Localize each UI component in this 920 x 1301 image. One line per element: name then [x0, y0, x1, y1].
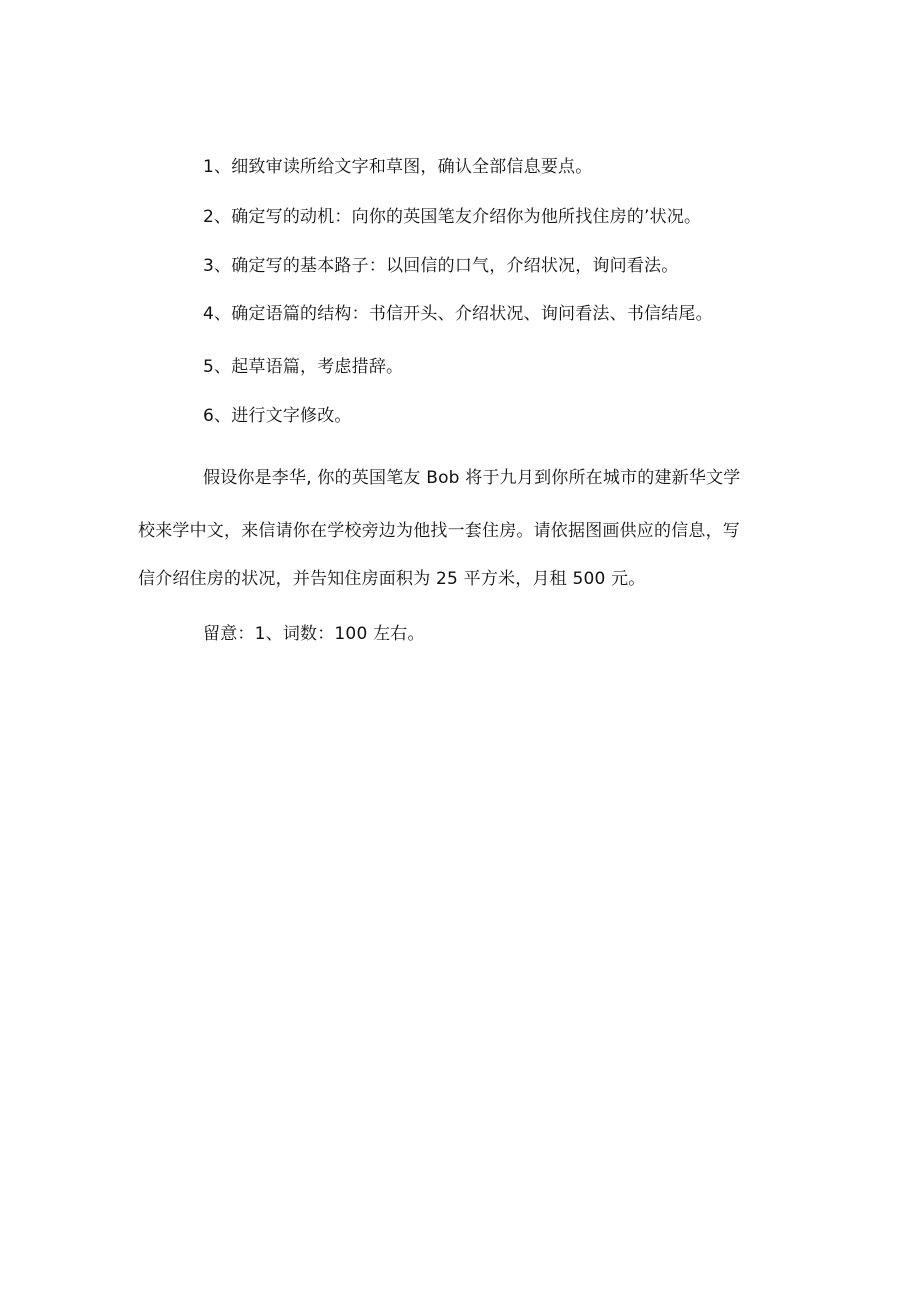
task-paragraph-line-1: 假设你是李华, 你的英国笔友 Bob 将于九月到你所在城市的建新华文学 — [203, 468, 741, 488]
step-3-text: 3、确定写的基本路子：以回信的口气，介绍状况，询问看法。 — [203, 256, 679, 276]
step-6-text: 6、进行文字修改。 — [203, 406, 352, 426]
step-1-text: 1、细致审读所给文字和草图，确认全部信息要点。 — [203, 157, 593, 177]
task-paragraph-line-2: 校来学中文，来信请你在学校旁边为他找一套住房。请依据图画供应的信息，写 — [138, 521, 740, 541]
step-4-text: 4、确定语篇的结构：书信开头、介绍状况、询问看法、书信结尾。 — [203, 304, 713, 324]
step-5-text: 5、起草语篇，考虑措辞。 — [203, 357, 404, 377]
step-2-text: 2、确定写的动机：向你的英国笔友介绍你为他所找住房的’状况。 — [203, 207, 702, 227]
word-count-note: 留意：1、词数：100 左右。 — [203, 624, 425, 644]
task-paragraph-line-3: 信介绍住房的状况，并告知住房面积为 25 平方米，月租 500 元。 — [138, 569, 646, 589]
